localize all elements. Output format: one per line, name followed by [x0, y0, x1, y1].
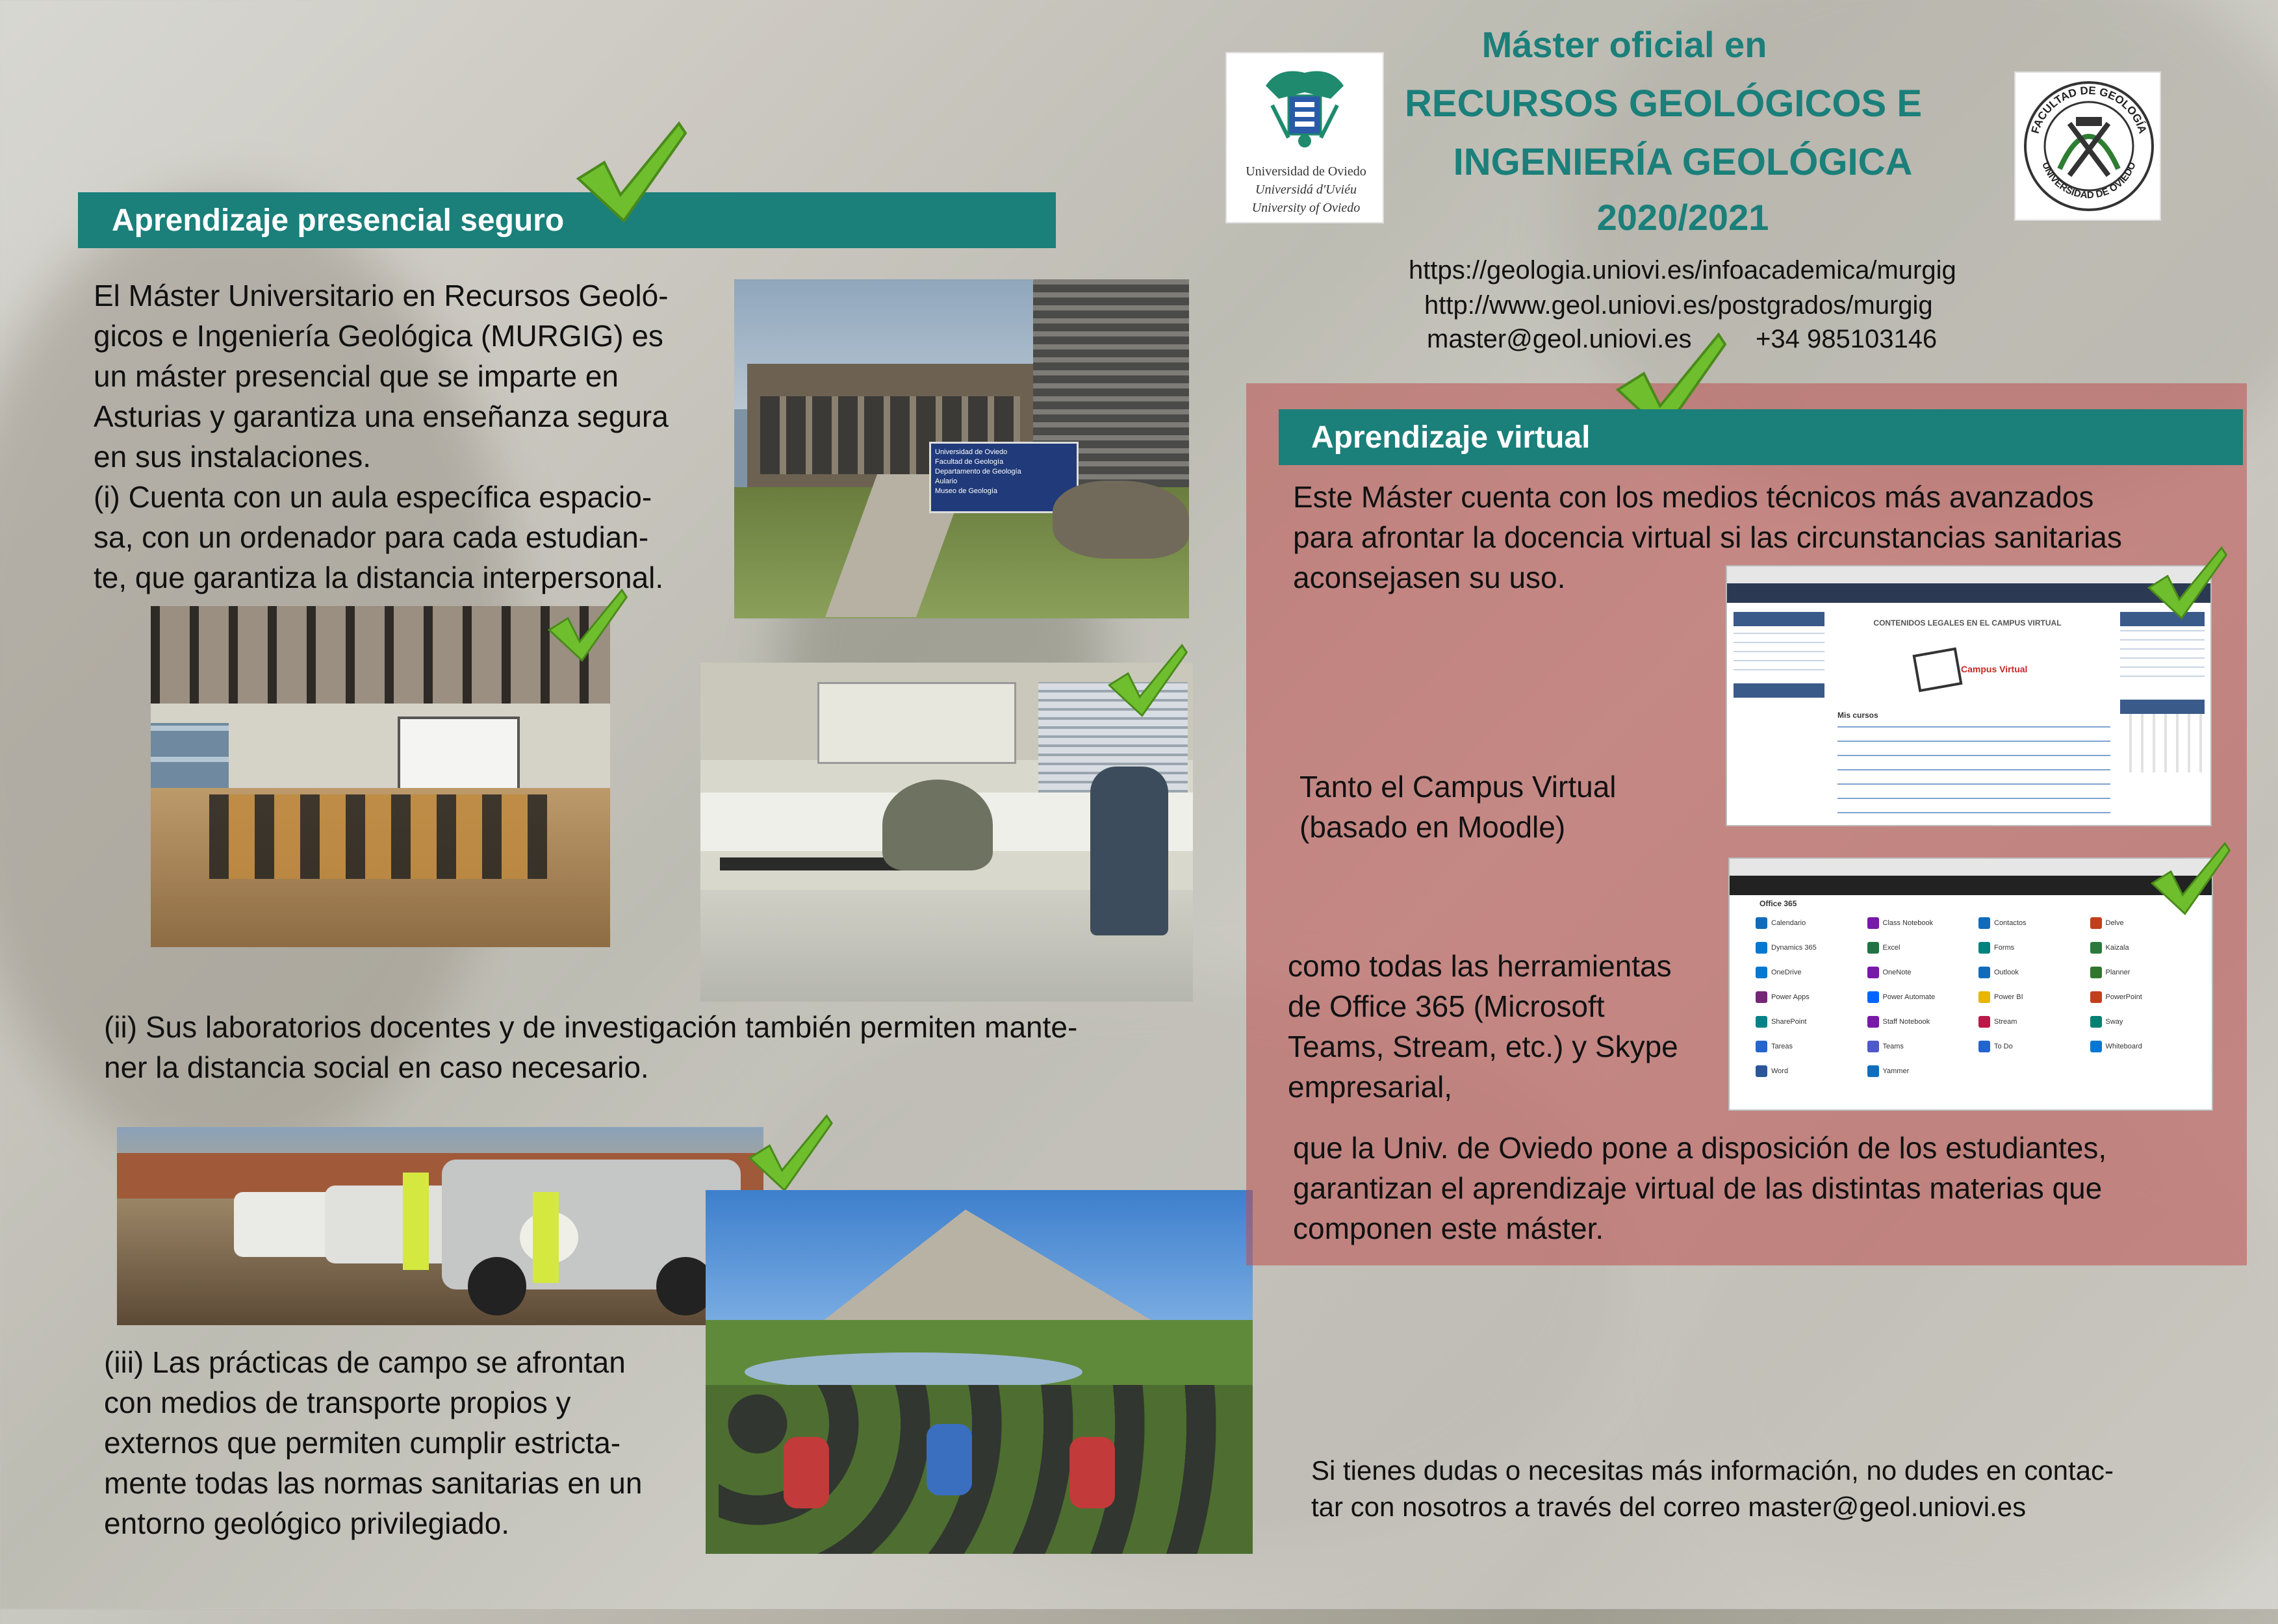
office-app-label: Kaizala: [2105, 944, 2129, 952]
seal-bottom-text: UNIVERSIDAD DE OVIEDO: [2040, 160, 2138, 201]
office-app-icon: [1867, 967, 1879, 978]
office-app-icon: [2090, 1041, 2102, 1052]
contact-phone[interactable]: +34 985103146: [1756, 325, 1938, 353]
office-app-item[interactable]: [1756, 963, 1863, 982]
office-app-label: PowerPoint: [2105, 993, 2142, 1001]
office-app-item[interactable]: [1756, 938, 1863, 958]
faculty-of-geology-logo: [2014, 71, 2161, 221]
office-app-label: Yammer: [1882, 1067, 1910, 1075]
title-line-1: Máster oficial en: [1481, 24, 1767, 65]
logo-text: Universidá d'Uviéu: [1255, 183, 1357, 197]
office-app-label: OneDrive: [1771, 969, 1802, 976]
office-app-item[interactable]: [1867, 1061, 1975, 1081]
office-app-item[interactable]: [1867, 938, 1975, 958]
office-app-icon: [1978, 1016, 1990, 1028]
virtual-paragraph-4: que la Univ. de Oviedo pone a disposición de los estudiantes, garantizan el aprendizaje virtual de las distintas materias que componen este máster.: [1293, 1131, 2107, 1245]
presencial-paragraph-3: (iii) Las prácticas de campo se afrontan con medios de transporte propios y externos que permiten cumplir estricta- mente todas las normas sanitarias en un entorno geológico privilegiado.: [104, 1345, 643, 1540]
office-app-icon: [1867, 917, 1879, 929]
office-app-item[interactable]: [1867, 913, 1975, 933]
office-365-screenshot: [1728, 857, 2213, 1111]
office-app-icon: [2090, 917, 2102, 929]
office-app-label: Power Apps: [1771, 993, 1810, 1001]
office-app-label: Power Automate: [1882, 993, 1936, 1001]
campus-banner-text: CONTENIDOS LEGALES EN EL CAMPUS VIRTUAL: [1873, 618, 2062, 628]
office-app-icon: [2090, 942, 2102, 954]
svg-text:FACULTAD DE GEOLOGÍA: [2029, 84, 2149, 135]
office-app-icon: [1867, 1065, 1879, 1077]
field-vehicles-photo: [117, 1127, 763, 1325]
office-app-item[interactable]: [1978, 938, 2086, 958]
office-app-item[interactable]: [1867, 1012, 1975, 1032]
university-of-oviedo-logo: [1225, 52, 1384, 223]
university-crest-icon: [1253, 60, 1357, 157]
office-app-label: OneNote: [1882, 969, 1912, 976]
check-icon: [572, 117, 689, 227]
office-app-icon: [1978, 1041, 1990, 1052]
office-app-icon: [1978, 967, 1990, 978]
office-app-label: Planner: [2105, 969, 2131, 976]
office-app-icon: [1978, 942, 1990, 954]
office-app-item[interactable]: [1756, 913, 1863, 933]
svg-text:UNIVERSIDAD DE OVIEDO: [2040, 160, 2138, 201]
title-line-2: RECURSOS GEOLÓGICOS E: [1405, 82, 1922, 125]
sign-line: Universidad de Oviedo: [935, 448, 1008, 456]
office-app-label: Forms: [1994, 944, 2015, 952]
faculty-building-photo: [734, 279, 1189, 618]
campus-virtual-screenshot: [1726, 565, 2212, 826]
virtual-heading: Aprendizaje virtual: [1311, 420, 1591, 455]
footer-contact-text: Si tienes dudas o necesitas más información, no dudes en contac- tar con nosotros a través del correo master@geol.uniovi.es: [1311, 1455, 2114, 1522]
office-app-label: Excel: [1882, 944, 1900, 952]
office-app-label: Stream: [1994, 1018, 2017, 1026]
office-app-label: Delve: [2105, 919, 2124, 927]
office-app-label: Sway: [2105, 1018, 2123, 1026]
office-app-icon: [1978, 991, 1990, 1003]
virtual-paragraph-2: Tanto el Campus Virtual (basado en Moodle): [1299, 770, 1617, 844]
office-app-item[interactable]: [2090, 987, 2198, 1007]
presencial-heading: Aprendizaje presencial seguro: [112, 203, 565, 238]
office-app-item[interactable]: [1867, 1037, 1975, 1056]
my-courses-label: Mis cursos: [1837, 711, 1878, 720]
office-app-icon: [1756, 917, 1767, 929]
presencial-header: [78, 192, 1056, 248]
contact-email[interactable]: master@geol.uniovi.es: [1427, 325, 1692, 353]
office-app-grid: [1756, 913, 2197, 1081]
virtual-header: [1279, 409, 2243, 465]
office-app-item[interactable]: [2090, 1037, 2198, 1056]
office-app-item[interactable]: [2090, 1012, 2198, 1032]
check-icon: [744, 1111, 835, 1195]
office-app-label: To Do: [1994, 1043, 2013, 1050]
presencial-paragraph-2: (ii) Sus laboratorios docentes y de investigación también permiten mante- ner la distancia social en caso necesario.: [104, 1010, 1078, 1084]
office-title: Office 365: [1760, 899, 1797, 908]
office-app-item[interactable]: [1756, 1037, 1863, 1056]
office-app-item[interactable]: [1978, 1037, 2086, 1056]
office-app-icon: [2090, 967, 2102, 978]
sign-line: Aulario: [935, 477, 958, 485]
office-app-icon: [2090, 1016, 2102, 1028]
title-line-4: 2020/2021: [1596, 197, 1769, 238]
office-app-icon: [1867, 991, 1879, 1003]
office-app-label: Whiteboard: [2105, 1043, 2142, 1050]
office-app-icon: [1756, 942, 1767, 954]
contact-url-2[interactable]: http://www.geol.uniovi.es/postgrados/murgig: [1424, 291, 1933, 320]
mountain-fieldtrip-photo: [706, 1190, 1253, 1554]
office-app-label: SharePoint: [1771, 1018, 1807, 1026]
sign-line: Museo de Geología: [935, 487, 998, 495]
office-app-icon: [1978, 917, 1990, 929]
faculty-seal-lettering: [2021, 78, 2157, 214]
office-app-label: Power BI: [1994, 993, 2023, 1001]
office-app-item[interactable]: [1867, 987, 1975, 1007]
office-app-item[interactable]: [2090, 938, 2198, 958]
virtual-paragraph-3: como todas las herramientas de Office 365 (Microsoft Teams, Stream, etc.) y Skype empresarial,: [1288, 949, 1678, 1104]
seal-top-text: FACULTAD DE GEOLOGÍA: [2028, 84, 2149, 135]
office-app-icon: [1756, 991, 1767, 1003]
office-app-icon: [1756, 1016, 1767, 1028]
office-app-item[interactable]: [1978, 963, 2086, 982]
virtual-paragraph-1: Este Máster cuenta con los medios técnicos más avanzados para afrontar la docencia virtual si las circunstancias sanitarias aconsejasen su uso.: [1293, 480, 2122, 594]
check-icon: [2144, 542, 2229, 624]
office-app-icon: [1867, 1041, 1879, 1052]
contact-url-1[interactable]: https://geologia.uniovi.es/infoacademica/murgig: [1409, 256, 1956, 285]
office-app-icon: [1867, 1016, 1879, 1028]
office-app-item[interactable]: [2090, 963, 2198, 982]
check-icon: [2147, 838, 2232, 919]
check-icon: [544, 585, 629, 666]
office-app-label: Class Notebook: [1882, 919, 1934, 927]
sign-line: Facultad de Geología: [935, 458, 1004, 466]
office-app-item[interactable]: [1756, 987, 1863, 1007]
office-app-icon: [1756, 1041, 1767, 1052]
check-icon: [1105, 640, 1189, 721]
office-app-label: Dynamics 365: [1771, 944, 1817, 952]
office-app-label: Tareas: [1771, 1043, 1793, 1050]
office-app-item[interactable]: [1756, 1061, 1863, 1081]
office-app-item[interactable]: [1756, 1012, 1863, 1032]
presencial-paragraph-1: El Máster Universitario en Recursos Geoló- gicos e Ingeniería Geológica (MURGIG) es un máster presencial que se imparte en Asturias y garantiza una enseñanza segura en sus instalaciones. (i) Cuenta con un aula específica espacio- sa, con un ordenador para cada estudian- te, que garantiza la distancia interpersonal.: [94, 279, 669, 594]
classroom-photo: [151, 606, 610, 947]
office-app-icon: [1756, 967, 1767, 978]
office-app-item[interactable]: [1978, 987, 2086, 1007]
office-app-icon: [1867, 942, 1879, 954]
office-app-label: Calendario: [1771, 919, 1806, 927]
office-app-item[interactable]: [1867, 963, 1975, 982]
office-app-label: Word: [1771, 1067, 1789, 1075]
office-app-icon: [1756, 1065, 1767, 1077]
office-app-label: Teams: [1882, 1043, 1904, 1050]
office-app-item[interactable]: [1978, 913, 2086, 933]
office-app-label: Staff Notebook: [1882, 1018, 1930, 1026]
office-app-icon: [2090, 991, 2102, 1003]
logo-text: University of Oviedo: [1251, 201, 1361, 215]
office-app-label: Outlook: [1994, 969, 2019, 976]
office-app-label: Contactos: [1994, 919, 2027, 927]
title-line-3: INGENIERÍA GEOLÓGICA: [1453, 141, 1913, 183]
sign-line: Departamento de Geología: [935, 468, 1021, 476]
campus-virtual-label: Campus Virtual: [1961, 664, 2028, 674]
office-app-item[interactable]: [1978, 1012, 2086, 1032]
logo-text: Universidad de Oviedo: [1246, 164, 1366, 179]
